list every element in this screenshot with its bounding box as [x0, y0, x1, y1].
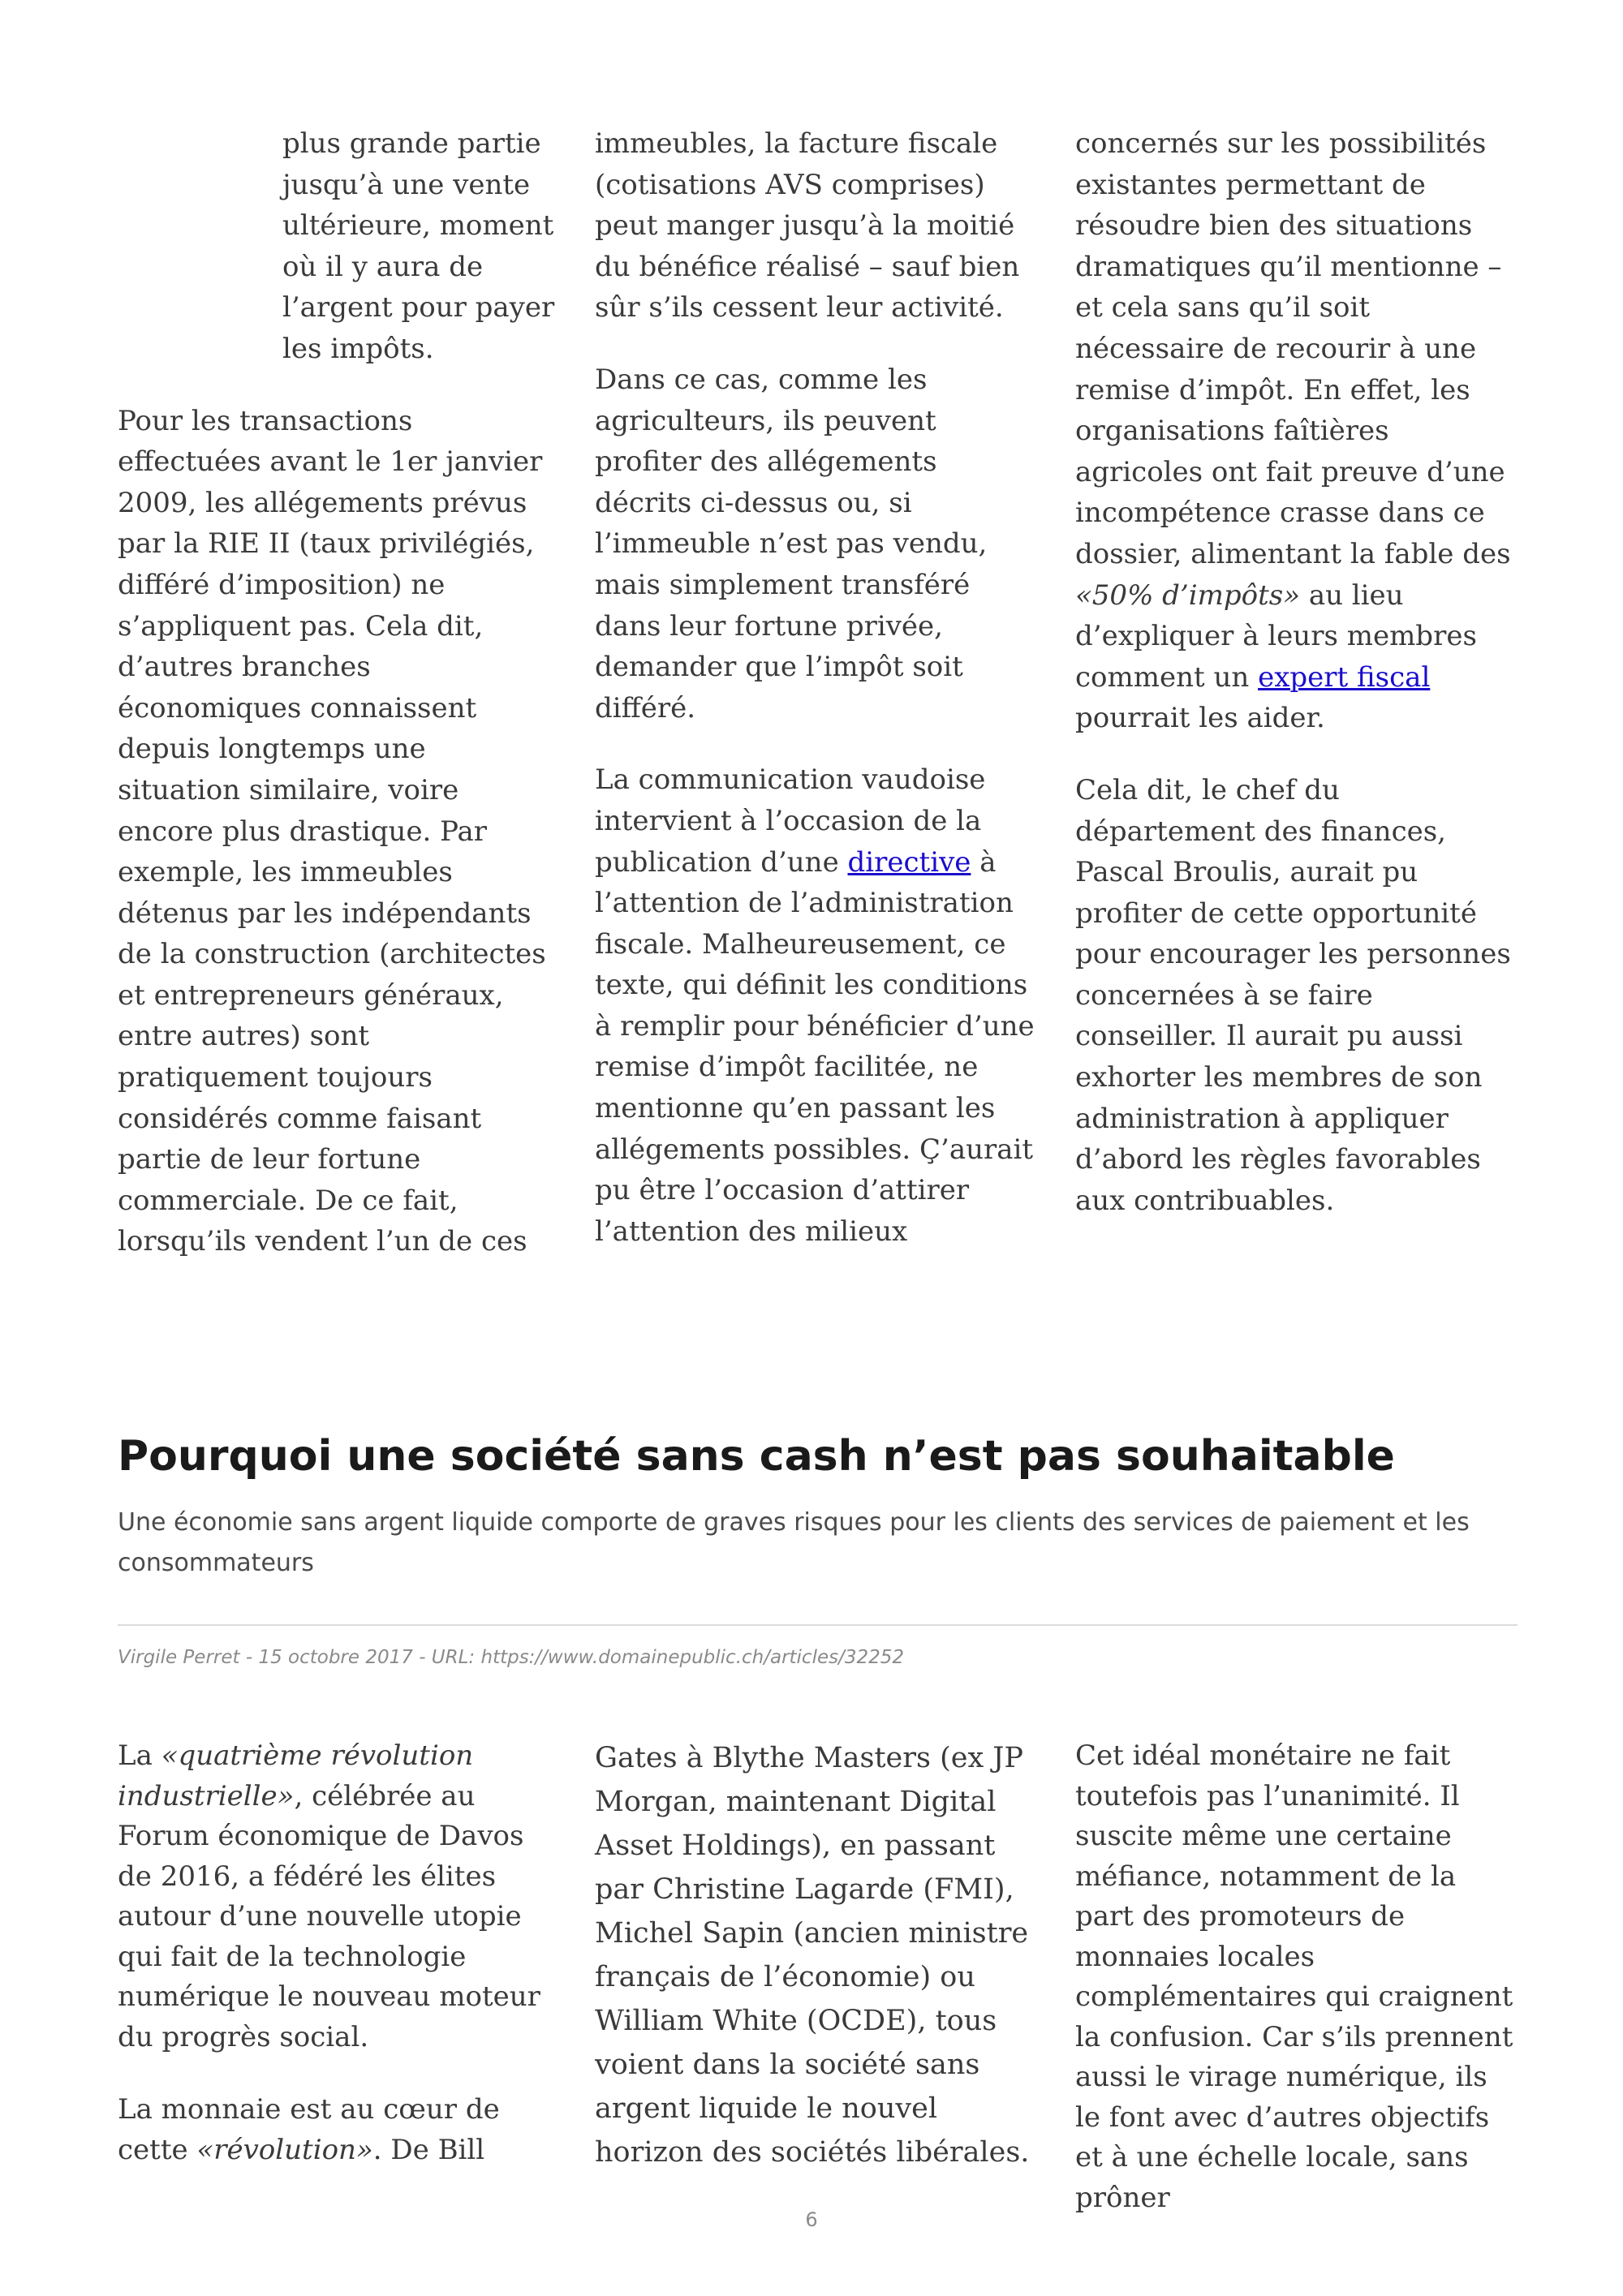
article1-col2-paragraph-1: immeubles, la facture fiscale (cotisations AVS comprises) peut manger jusqu’à la moitié du bénéfice réalisé – sauf bien sûr s’ils cessent leur activité. [595, 127, 1020, 325]
article2-col1-p2-text-before: La monnaie est au cœur de cette [118, 2093, 500, 2166]
article1-col3-paragraph-2: Cela dit, le chef du département des finances, Pascal Broulis, aurait pu profiter de cette opportunité pour encourager les personnes concernées à se faire conseiller. Il aurait pu aussi exhorter les membres de son administration à appliquer d’abord les règles favorables aux contribuables. [1075, 773, 1511, 1217]
article2-col1-p1-text-after: , célébrée au Forum économique de Davos de 2016, a fédéré les élites autour d’une nouvelle utopie qui fait de la technologie numérique le nouveau moteur du progrès social. [118, 1779, 540, 2053]
article2-col1-paragraph-1 [118, 1736, 556, 2057]
article2-column-1 [118, 1736, 556, 2170]
article1-col3-p1-text-before: concernés sur les possibilités existantes permettant de résoudre bien des situations dramatiques qu’il mentionne – et cela sans qu’il soit nécessaire de recourir à une remise d’impôt. En effet, les organisations faîtières agricoles ont fait preuve d’une incompétence crasse dans ce dossier, alimentant la fable des [1075, 127, 1511, 570]
article1-column-3 [1075, 123, 1518, 1221]
article2-column-3 [1075, 1736, 1518, 2218]
article1-col2-paragraph-3 [595, 759, 1037, 1252]
article2-byline: Virgile Perret - 15 octobre 2017 - URL: https://www.domainepublic.ch/articles/32252 [118, 1647, 905, 1668]
article2-col3-paragraph-1: Cet idéal monétaire ne fait toutefois pas l’unanimité. Il suscite même une certaine méfiance, notamment de la part des promoteurs de monnaies locales complémentaires qui craignent la confusion. Car s’ils prennent aussi le virage numérique, ils le font avec d’autres objectifs et à une échelle locale, sans prôner [1075, 1739, 1513, 2214]
article2-subtitle: Une économie sans argent liquide comporte de graves risques pour les clients des services de paiement et les consommateurs [118, 1508, 1470, 1577]
article2-col2-paragraph-1: Gates à Blythe Masters (ex JP Morgan, maintenant Digital Asset Holdings), en passant par Christine Lagarde (FMI), Michel Sapin (ancien ministre français de l’économie) ou William White (OCDE), tous voient dans la société sans argent liquide le nouvel horizon des sociétés libérales. [595, 1742, 1030, 2169]
article2-column-2 [595, 1736, 1037, 2174]
article2-divider [118, 1624, 1518, 1626]
article2-col1-p1-text-before: La [118, 1739, 161, 1772]
page-number: 6 [805, 2208, 818, 2231]
article1-col2-p3-text-before: La communication vaudoise intervient à l’occasion de la publication d’une [595, 763, 986, 879]
article1-col1-paragraph-1: plus grande partie jusqu’à une vente ultérieure, moment où il y aura de l’argent pour payer les impôts. [282, 127, 555, 365]
article1-col1-paragraph-2: Pour les transactions effectuées avant le 1er janvier 2009, les allégements prévus par la RIE II (taux privilégiés, différé d’imposition) ne s’appliquent pas. Cela dit, d’autres branches économiques connaissent depuis longtemps une situation similaire, voire encore plus drastique. Par exemple, les immeubles détenus par les indépendants de la construction (architectes et entrepreneurs généraux, entre autres) sont pratiquement toujours considérés comme faisant partie de leur fortune commerciale. De ce fait, lorsqu’ils vendent l’un de ces [118, 404, 546, 1258]
article1-column-2 [595, 123, 1037, 1252]
expert-fiscal-link[interactable]: expert fiscal [1258, 660, 1431, 694]
article1-column-1 [118, 123, 556, 1262]
article1-col3-p1-text-mid: au lieu d’expliquer à leurs membres comment un [1075, 578, 1477, 694]
article1-col3-p1-text-after: pourrait les aider. [1075, 702, 1325, 735]
article2-title: Pourquoi une société sans cash n’est pas souhaitable [118, 1432, 1395, 1481]
article2-col1-p1-quote: «quatrième révolution industrielle» [118, 1739, 474, 1812]
article2-col1-p2-quote: «révolution» [196, 2133, 373, 2166]
article1-col2-p3-text-after: à l’attention de l’administration fiscale. Malheureusement, ce texte, qui définit les conditions à remplir pour bénéficier d’une remise d’impôt facilitée, ne mentionne qu’en passant les allégements possibles. Ç’aurait pu être l’occasion d’attirer l’attention des milieux [595, 845, 1035, 1248]
article2-col1-paragraph-2 [118, 2090, 556, 2170]
article1-col3-p1-quote: «50% d’impôts» [1075, 578, 1301, 612]
article1-col3-paragraph-1 [1075, 123, 1518, 739]
article1-col2-paragraph-2: Dans ce cas, comme les agriculteurs, ils peuvent profiter des allégements décrits ci-dessus ou, si l’immeuble n’est pas vendu, mais simplement transféré dans leur fortune privée, demander que l’impôt soit différé. [595, 363, 988, 724]
directive-link[interactable]: directive [847, 845, 971, 879]
article2-col1-p2-text-after: . De Bill [372, 2133, 485, 2166]
